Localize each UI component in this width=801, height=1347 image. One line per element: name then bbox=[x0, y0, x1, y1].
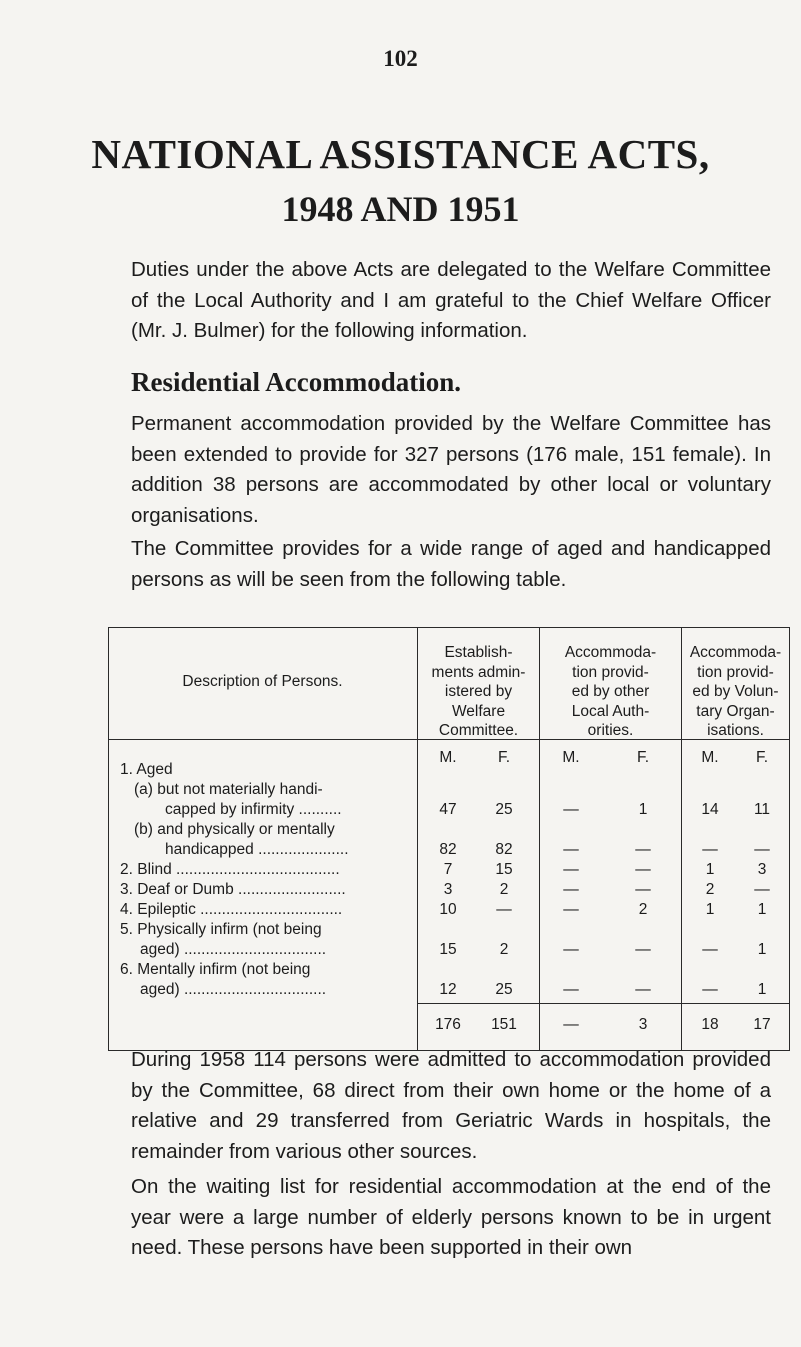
cell-local-m: — bbox=[563, 901, 579, 918]
welfare-f-header: F. bbox=[497, 749, 511, 766]
voluntary-f-header: F. bbox=[755, 749, 769, 766]
cell-welfare-m: 12 bbox=[439, 981, 457, 998]
total-welfare-m: 176 bbox=[435, 1016, 461, 1033]
admissions-paragraph: During 1958 114 persons were admitted to accommodation provided by the Committee, 68 direct from their own home or the home of a relative and 29 transferred from Geriatric Wards in hospitals, the remainder from various other sources. bbox=[131, 1048, 771, 1163]
table-intro-paragraph: The Committee provides for a wide range of aged and handicapped persons as will be seen from the following table. bbox=[131, 537, 771, 591]
page-number: 102 bbox=[383, 46, 418, 71]
persons-table bbox=[108, 627, 790, 1051]
header-local-authorities: Accommoda- tion provid- ed by other Local Auth- orities. bbox=[564, 644, 657, 739]
cell-local-f: — bbox=[635, 861, 651, 878]
cell-voluntary-m: — bbox=[702, 941, 718, 958]
cell-welfare-f: — bbox=[496, 901, 512, 918]
cell-local-m: — bbox=[563, 801, 579, 818]
cell-welfare-f: 82 bbox=[495, 841, 513, 858]
cell-voluntary-f: 1 bbox=[757, 981, 767, 998]
column-rule-right bbox=[789, 627, 790, 1051]
cell-voluntary-f: 1 bbox=[757, 901, 767, 918]
local-f-header: F. bbox=[636, 749, 650, 766]
waiting-list-paragraph: On the waiting list for residential accommodation at the end of the year were a large number of elderly persons known to be in urgent need. These persons have been supported in their own bbox=[131, 1175, 771, 1259]
desc-blind: 2. Blind ...................................... bbox=[120, 861, 340, 878]
cell-voluntary-m: 1 bbox=[705, 861, 715, 878]
cell-voluntary-f: 11 bbox=[753, 801, 771, 818]
totals-rule bbox=[417, 1003, 790, 1004]
desc-physically-line1: 5. Physically infirm (not being bbox=[120, 921, 322, 938]
permanent-accommodation-paragraph: Permanent accommodation provided by the Welfare Committee has been extended to provide for 327 persons (176 male, 151 female). In addition 38 persons are accommodated by other local or voluntary organisations. bbox=[131, 412, 771, 527]
total-local-m: — bbox=[563, 1016, 579, 1033]
total-local-f: 3 bbox=[638, 1016, 648, 1033]
desc-deaf-or-dumb: 3. Deaf or Dumb ......................... bbox=[120, 881, 346, 898]
cell-welfare-m: 15 bbox=[439, 941, 457, 958]
desc-mentally-line1: 6. Mentally infirm (not being bbox=[120, 961, 311, 978]
section-heading: Residential Accommodation. bbox=[131, 367, 461, 397]
cell-voluntary-m: — bbox=[702, 981, 718, 998]
local-m-header: M. bbox=[562, 749, 580, 766]
desc-aged-b-line2: handicapped ..................... bbox=[165, 841, 349, 858]
cell-voluntary-m: — bbox=[702, 841, 718, 858]
cell-local-f: — bbox=[635, 981, 651, 998]
header-voluntary-organisations: Accommoda- tion provid- ed by Volun- tary Organ- isations. bbox=[689, 644, 782, 739]
cell-voluntary-f: 3 bbox=[757, 861, 767, 878]
total-voluntary-f: 17 bbox=[753, 1016, 771, 1033]
desc-aged-b-line1: (b) and physically or mentally bbox=[134, 821, 335, 838]
header-description: Description of Persons. bbox=[182, 673, 343, 690]
cell-welfare-f: 25 bbox=[495, 981, 513, 998]
cell-local-f: 2 bbox=[638, 901, 648, 918]
cell-voluntary-m: 14 bbox=[701, 801, 719, 818]
cell-voluntary-f: — bbox=[754, 881, 770, 898]
cell-local-f: 1 bbox=[638, 801, 648, 818]
cell-local-m: — bbox=[563, 941, 579, 958]
cell-voluntary-f: 1 bbox=[757, 941, 767, 958]
total-welfare-f: 151 bbox=[491, 1016, 517, 1033]
header-welfare-committee: Establish- ments admin- istered by Welfare Committee. bbox=[431, 644, 526, 739]
cell-welfare-m: 82 bbox=[439, 841, 457, 858]
desc-mentally-line2: aged) ................................. bbox=[140, 981, 327, 998]
intro-paragraph: Duties under the above Acts are delegated to the Welfare Committee of the Local Authority and I am grateful to the Chief Welfare Officer (Mr. J. Bulmer) for the following information. bbox=[131, 258, 771, 342]
cell-voluntary-f: — bbox=[754, 841, 770, 858]
cell-local-m: — bbox=[563, 861, 579, 878]
desc-aged: 1. Aged bbox=[120, 761, 173, 778]
desc-epileptic: 4. Epileptic ................................. bbox=[120, 901, 343, 918]
cell-local-f: — bbox=[635, 841, 651, 858]
title-line-1: NATIONAL ASSISTANCE ACTS, bbox=[91, 131, 710, 177]
title-line-2: 1948 AND 1951 bbox=[281, 189, 520, 229]
cell-welfare-m: 47 bbox=[439, 801, 457, 818]
cell-local-m: — bbox=[563, 841, 579, 858]
cell-local-m: — bbox=[563, 881, 579, 898]
cell-welfare-m: 3 bbox=[443, 881, 453, 898]
desc-aged-a-line2: capped by infirmity .......... bbox=[165, 801, 342, 818]
cell-welfare-f: 2 bbox=[499, 941, 509, 958]
voluntary-m-header: M. bbox=[701, 749, 719, 766]
cell-voluntary-m: 2 bbox=[705, 881, 715, 898]
desc-physically-line2: aged) ................................. bbox=[140, 941, 327, 958]
cell-local-f: — bbox=[635, 881, 651, 898]
cell-welfare-f: 2 bbox=[499, 881, 509, 898]
welfare-m-header: M. bbox=[439, 749, 457, 766]
cell-local-m: — bbox=[563, 981, 579, 998]
cell-welfare-m: 10 bbox=[439, 901, 457, 918]
total-voluntary-m: 18 bbox=[701, 1016, 719, 1033]
cell-local-f: — bbox=[635, 941, 651, 958]
cell-voluntary-m: 1 bbox=[705, 901, 715, 918]
cell-welfare-f: 25 bbox=[495, 801, 513, 818]
cell-welfare-m: 7 bbox=[443, 861, 453, 878]
cell-welfare-f: 15 bbox=[495, 861, 513, 878]
desc-aged-a-line1: (a) but not materially handi- bbox=[134, 781, 323, 798]
table-top-rule bbox=[108, 627, 790, 628]
